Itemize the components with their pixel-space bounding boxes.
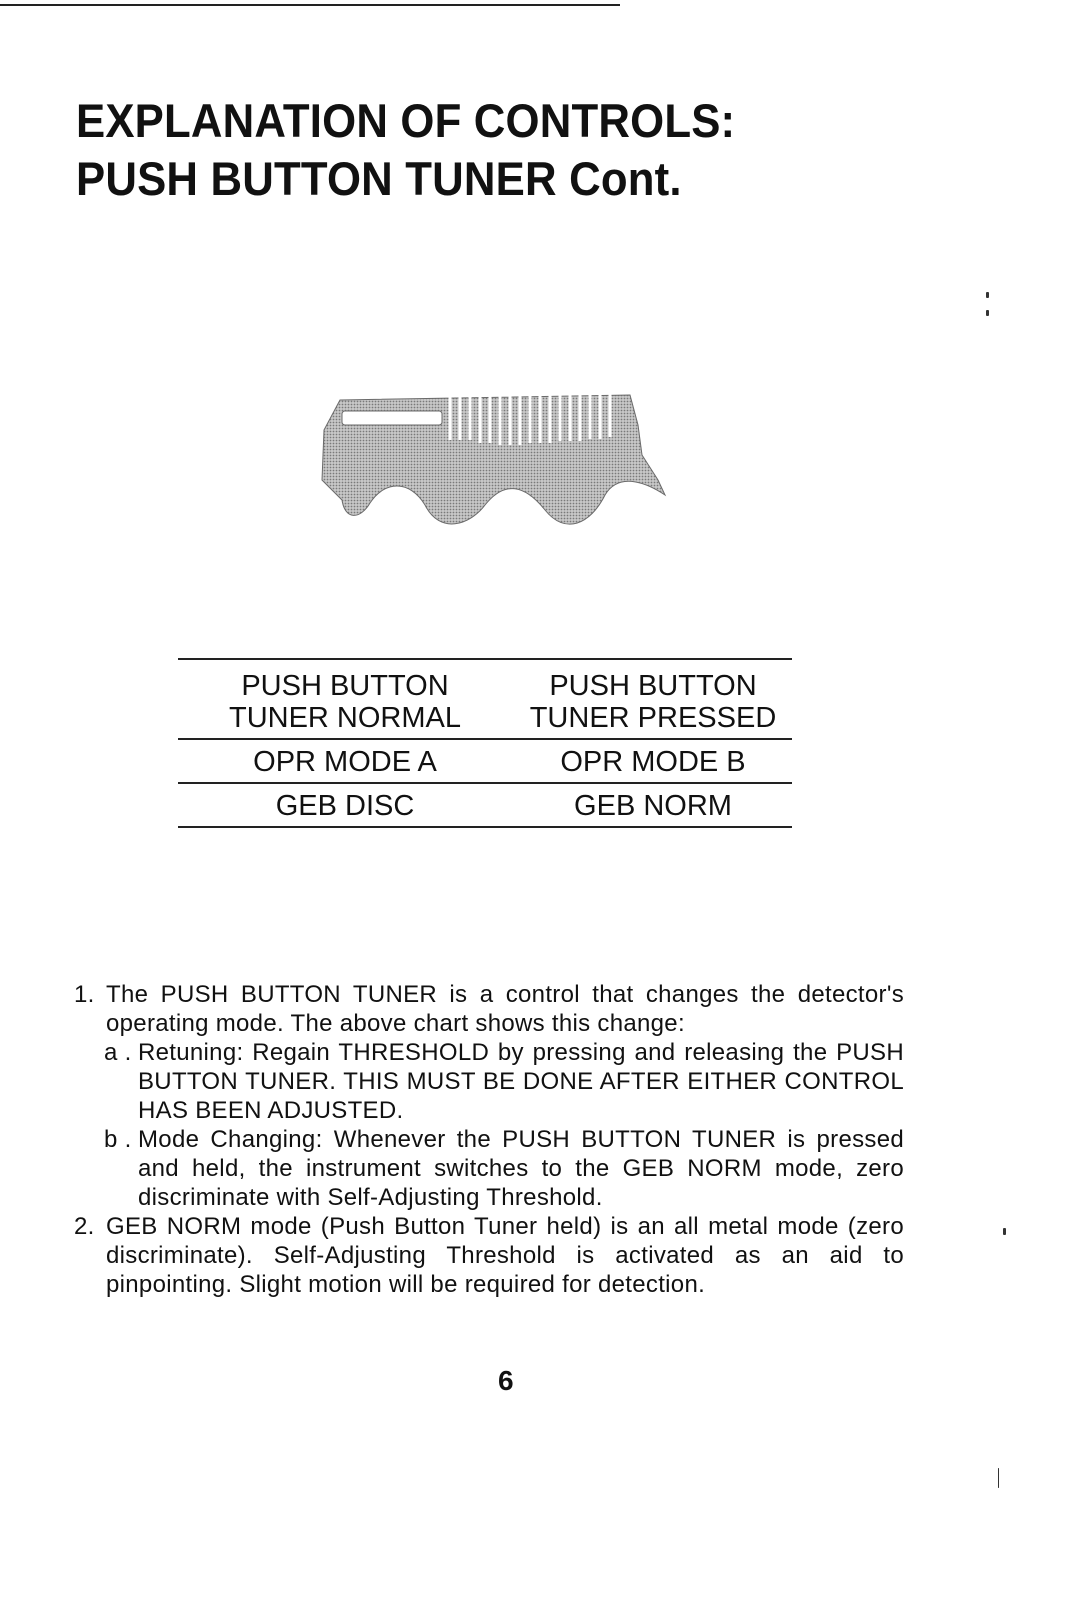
table-header-pressed-line1: PUSH BUTTON (549, 670, 757, 702)
table-cell: OPR MODE B (560, 746, 746, 778)
table-header-normal-line2: TUNER NORMAL (228, 702, 461, 734)
sub-item-text: Retuning: Regain THRESHOLD by pressing and releasing the PUSH BUTTON TUNER. THIS MUST BE DONE AFTER EITHER CONTROL HAS BEEN ADJUSTED. (138, 1039, 904, 1124)
table-rule-top (178, 658, 792, 660)
table-rule-header (178, 738, 792, 740)
sub-item (74, 1125, 904, 1212)
list-item-text: The PUSH BUTTON TUNER is a control that changes the detector's operating mode. The above chart shows this change: (106, 981, 904, 1037)
instructions (74, 980, 904, 1299)
table-header-normal-line1: PUSH BUTTON (241, 670, 449, 702)
top-rule (0, 4, 620, 6)
table-header-normal (190, 670, 500, 734)
list-item (74, 1212, 904, 1299)
table-rule-bottom (178, 826, 792, 828)
list-item-number: 2. (74, 1213, 95, 1240)
scan-speck (986, 292, 989, 298)
push-button-tuner-illustration (320, 385, 680, 535)
page-title-line2: PUSH BUTTON TUNER Cont. (76, 152, 682, 205)
list-item-text: GEB NORM mode (Push Button Tuner held) is an all metal mode (zero discriminate). Self-Adjusting Threshold is activated as an aid to pinpointing. Slight motion will be required for detection. (106, 1213, 904, 1298)
sub-item-letter: a . (104, 1039, 132, 1066)
sub-item-letter: b . (104, 1126, 132, 1153)
page-title-line1: EXPLANATION OF CONTROLS: (76, 94, 736, 147)
scan-speck (1003, 1228, 1006, 1235)
sub-item-text: Mode Changing: Whenever the PUSH BUTTON TUNER is pressed and held, the instrument switches to the GEB NORM mode, zero discriminate with Self-Adjusting Threshold. (138, 1126, 904, 1211)
table-header-pressed (500, 670, 806, 734)
list-item-number: 1. (74, 981, 95, 1008)
table-header-pressed-line2: TUNER PRESSED (529, 702, 777, 734)
sub-item (74, 1038, 904, 1125)
table-cell: GEB DISC (275, 790, 415, 822)
page-number: 6 (498, 1365, 514, 1396)
table-cell: OPR MODE A (253, 746, 437, 778)
list-item (74, 980, 904, 1038)
table-rule-row1 (178, 782, 792, 784)
scan-speck (998, 1468, 999, 1488)
table-cell: GEB NORM (574, 790, 732, 822)
scan-speck (986, 310, 989, 316)
page-title (76, 92, 735, 208)
